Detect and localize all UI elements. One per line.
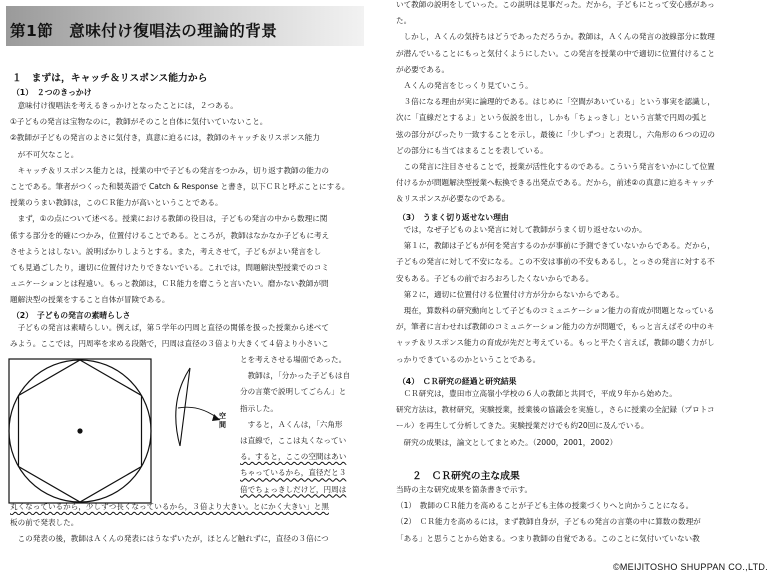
text-line: ②教師が子どもの発言のよさに気付き，真意に迫るには，教師のキャッチ＆リスポンス能力	[10, 133, 320, 143]
text-line: た。	[396, 16, 412, 26]
text-line: 「ある」と思うことから始まる。つまり教師の自覚である。このことに気付いていない教	[396, 533, 700, 543]
text-line: Ａくんの発言をじっくり見ていこう。	[396, 81, 533, 91]
text-line: 題解決型の授業をすること自体が冒険である。	[10, 295, 170, 305]
right-paragraphs-d	[396, 482, 774, 547]
text-line: どの部分にも当てはまることを表している。	[396, 145, 548, 155]
right-paragraphs-a	[396, 0, 774, 208]
text-line: 弦の部分がぴったり一致することを示し，最後に「少しずつ」と表現し，六角形の６つの辺の	[396, 129, 715, 139]
text-line: 付けるかが問題解決型授業へ転換できる出発点である。だから，前述②の真意に迫るキャッチ	[396, 178, 715, 188]
text-line: 第２に，適切に位置付ける位置付け方が分からないからである。	[396, 289, 624, 299]
text-line: っかりできているのかということである。	[396, 354, 541, 364]
text-line: ても見過ごしたり，適切に位置付けたりできないでいる。これでは，問題解決型授業でのコミ	[10, 263, 329, 273]
text-line: 教師は，「分かった子どもは自	[240, 371, 351, 381]
text-line-wavy: ちゃっているから，直径だと３	[240, 468, 347, 478]
right-paragraphs-b	[396, 222, 774, 368]
text-line: 授業のうまい教師は，このＣＲ能力が高いということである。	[10, 198, 223, 208]
text-line: いて教師の説明をしていった。この説明は見事だった。だから，子どもにとって安心感があっ	[396, 0, 715, 9]
text-line: 子どもの発言は素晴らしい。例えば，第５学年の円周と直径の関係を扱った授業から述べて	[10, 323, 329, 332]
text-line: 現在，算数科の研究動向として子どものコミュニケーション能力の育成が問題となっている	[396, 306, 715, 316]
text-line: ＆リスポンスが必要なのである。	[396, 194, 510, 204]
text-line: が必要である。	[396, 64, 450, 74]
text-line: ャッチ＆リスポンス能力の育成が先だと考えている。もっと平たく言えば，教師の聴く力がし	[396, 338, 715, 348]
text-line: ュニケーションとは程遠い。もっと教師は，ＣＲ能力を磨こうと言いたい。磨かない教師が問	[10, 279, 329, 289]
left-paragraphs-d	[10, 499, 370, 548]
text-line-wavy: 倍でちょっきしだけど，円周は	[240, 484, 347, 494]
text-line: （2） ＣＲ能力を高めるには，まず教師自身が，子どもの発言の言葉の中に算数の数理が	[396, 517, 701, 527]
text-line: 分の言葉で説明してごらん」と	[240, 387, 347, 397]
circle-hexagon-figure	[8, 358, 234, 506]
text-line: ＣＲ研究は，豊田市立高嶺小学校の６人の教師と共同で，平成９年から始めた。	[396, 389, 677, 398]
text-line: 指示した。	[240, 403, 278, 413]
subheading-3: （3） うまく切り返せない理由	[398, 213, 509, 222]
text-line: 研究の成果は，論文としてまとめた。（2000，2001，2002）	[396, 437, 618, 447]
text-line: 子どもの発言に対して不安になる。この不安は事前の不安もあるし，とっさの発言に対する不	[396, 257, 715, 267]
heading-1: １ まずは，キャッチ＆リスポンス能力から	[12, 73, 208, 84]
text-line: （1） 教師のＣＲ能力を高めることが子ども主体の授業づくりへと向かうことになる。	[396, 501, 694, 511]
text-line: 安もある。子どもの前でおろおろしたくないからである。	[396, 273, 594, 283]
left-paragraphs-a	[10, 98, 370, 309]
text-line: 板の前で発表した。	[10, 518, 79, 528]
text-line: 研究方法は，教材研究，実験授業，授業後の協議会を実施し，さらに授業の全記録（プロトコ	[396, 405, 715, 415]
subheading-1: （1） ２つのきっかけ	[12, 88, 92, 97]
text-line: は直線で，ここは丸くなってい	[240, 436, 347, 446]
text-line: ことである。筆者がつくった和製英語で Catch & Response と書き，以下ＣＲと呼ぶことにする。	[10, 182, 350, 192]
text-line-wavy: る。すると，ここの空間はあい	[240, 452, 347, 462]
left-paragraphs-b	[10, 320, 370, 352]
heading-2: ２ ＣＲ研究の主な成果	[412, 471, 520, 482]
text-line-wavy: 丸くなっているから，少しずつ長くなっているから，３倍より大きい。とにかく大きい」と黒	[10, 502, 329, 511]
text-line: 第１に，教師は子どもが何を発言するのかが事前に予測できていないからである。だから，	[396, 241, 715, 251]
text-line: キャッチ＆リスポンス能力とは，授業の中で子どもの発言をつかみ，切り返す教師の能力の	[10, 165, 330, 175]
text-line: させようとはしない。説明ばかりしようとする。また，考えさせて，子どもがよい発言をし	[10, 246, 322, 256]
right-paragraphs-c	[396, 386, 774, 451]
section-title: 第1節 意味付け復唱法の理論的背景	[10, 22, 278, 40]
text-line: ール）を再生して分析してきた。実験授業だけでも約20回に及んでいる。	[396, 421, 649, 431]
text-line: が不可欠なこと。	[10, 149, 79, 159]
left-side-text	[240, 352, 370, 498]
text-line: 次に「直線だとするよ」という仮説を出し，しかも「ちょっきし」という言葉で円周の弧と	[396, 113, 708, 123]
text-line: 係する部分を的確につかみ，位置付けることである。ところが，教師はなかなか子どもに考え	[10, 230, 330, 240]
text-line: この発表の後，教師はＡくんの発表にはうなずいたが，ほとんど触れずに，直径の３倍につ	[10, 534, 329, 544]
text-line: 当時の主な研究成果を箇条書きで示す。	[396, 485, 533, 494]
text-line: すると，Ａくんは，「六角形	[240, 419, 343, 429]
text-line: まず，①の点について述べる。授業における教師の役目は，子どもの発言の中から数理に関	[10, 214, 328, 224]
text-line: ①子どもの発言は宝物なのに，教師がそのこと自体に気付いていないこと。	[10, 117, 268, 127]
text-line: とを考えさせる場面であった。	[240, 355, 347, 364]
text-line: 意味付け復唱法を考えるきっかけとなったことには，２つある。	[10, 101, 238, 110]
text-line: しかし，Ａくんの気持ちはどうであっただろうか。教師は，Ａくんの発言の波線部分に数理	[396, 32, 715, 42]
text-line: では，なぜ子どものよい発言に対して教師がうまく切り返せないのか。	[396, 225, 647, 234]
space-label: 空間	[219, 412, 226, 429]
copyright-notice: ©MEIJITOSHO SHUPPAN CO.,LTD.	[612, 562, 768, 572]
subheading-4: （4） ＣＲ研究の経過と研究結果	[398, 377, 517, 386]
center-dot	[77, 428, 82, 433]
subheading-2: （2） 子どもの発言の素晴らしさ	[12, 311, 131, 320]
text-line: が潜んでいることにもっと気付くようにしたい。この発言を授業の中で適切に位置付けること	[396, 48, 715, 58]
text-line: ３倍になる理由が実に論理的である。はじめに「空間があいている」という事実を認識し，	[396, 97, 715, 107]
text-line: が，筆者に言わせれば教師のコミュニケーション能力の方が問題で，もっと言えばその中のキ	[396, 322, 715, 332]
text-line: みよう。ここでは，円周率を求める段階で，円周は直径の３倍より大きくて４倍より小さいこ	[10, 339, 329, 349]
text-line: この発言に注目させることで，授業が活性化するのである。こういう発言をいかにして位置	[396, 162, 715, 172]
